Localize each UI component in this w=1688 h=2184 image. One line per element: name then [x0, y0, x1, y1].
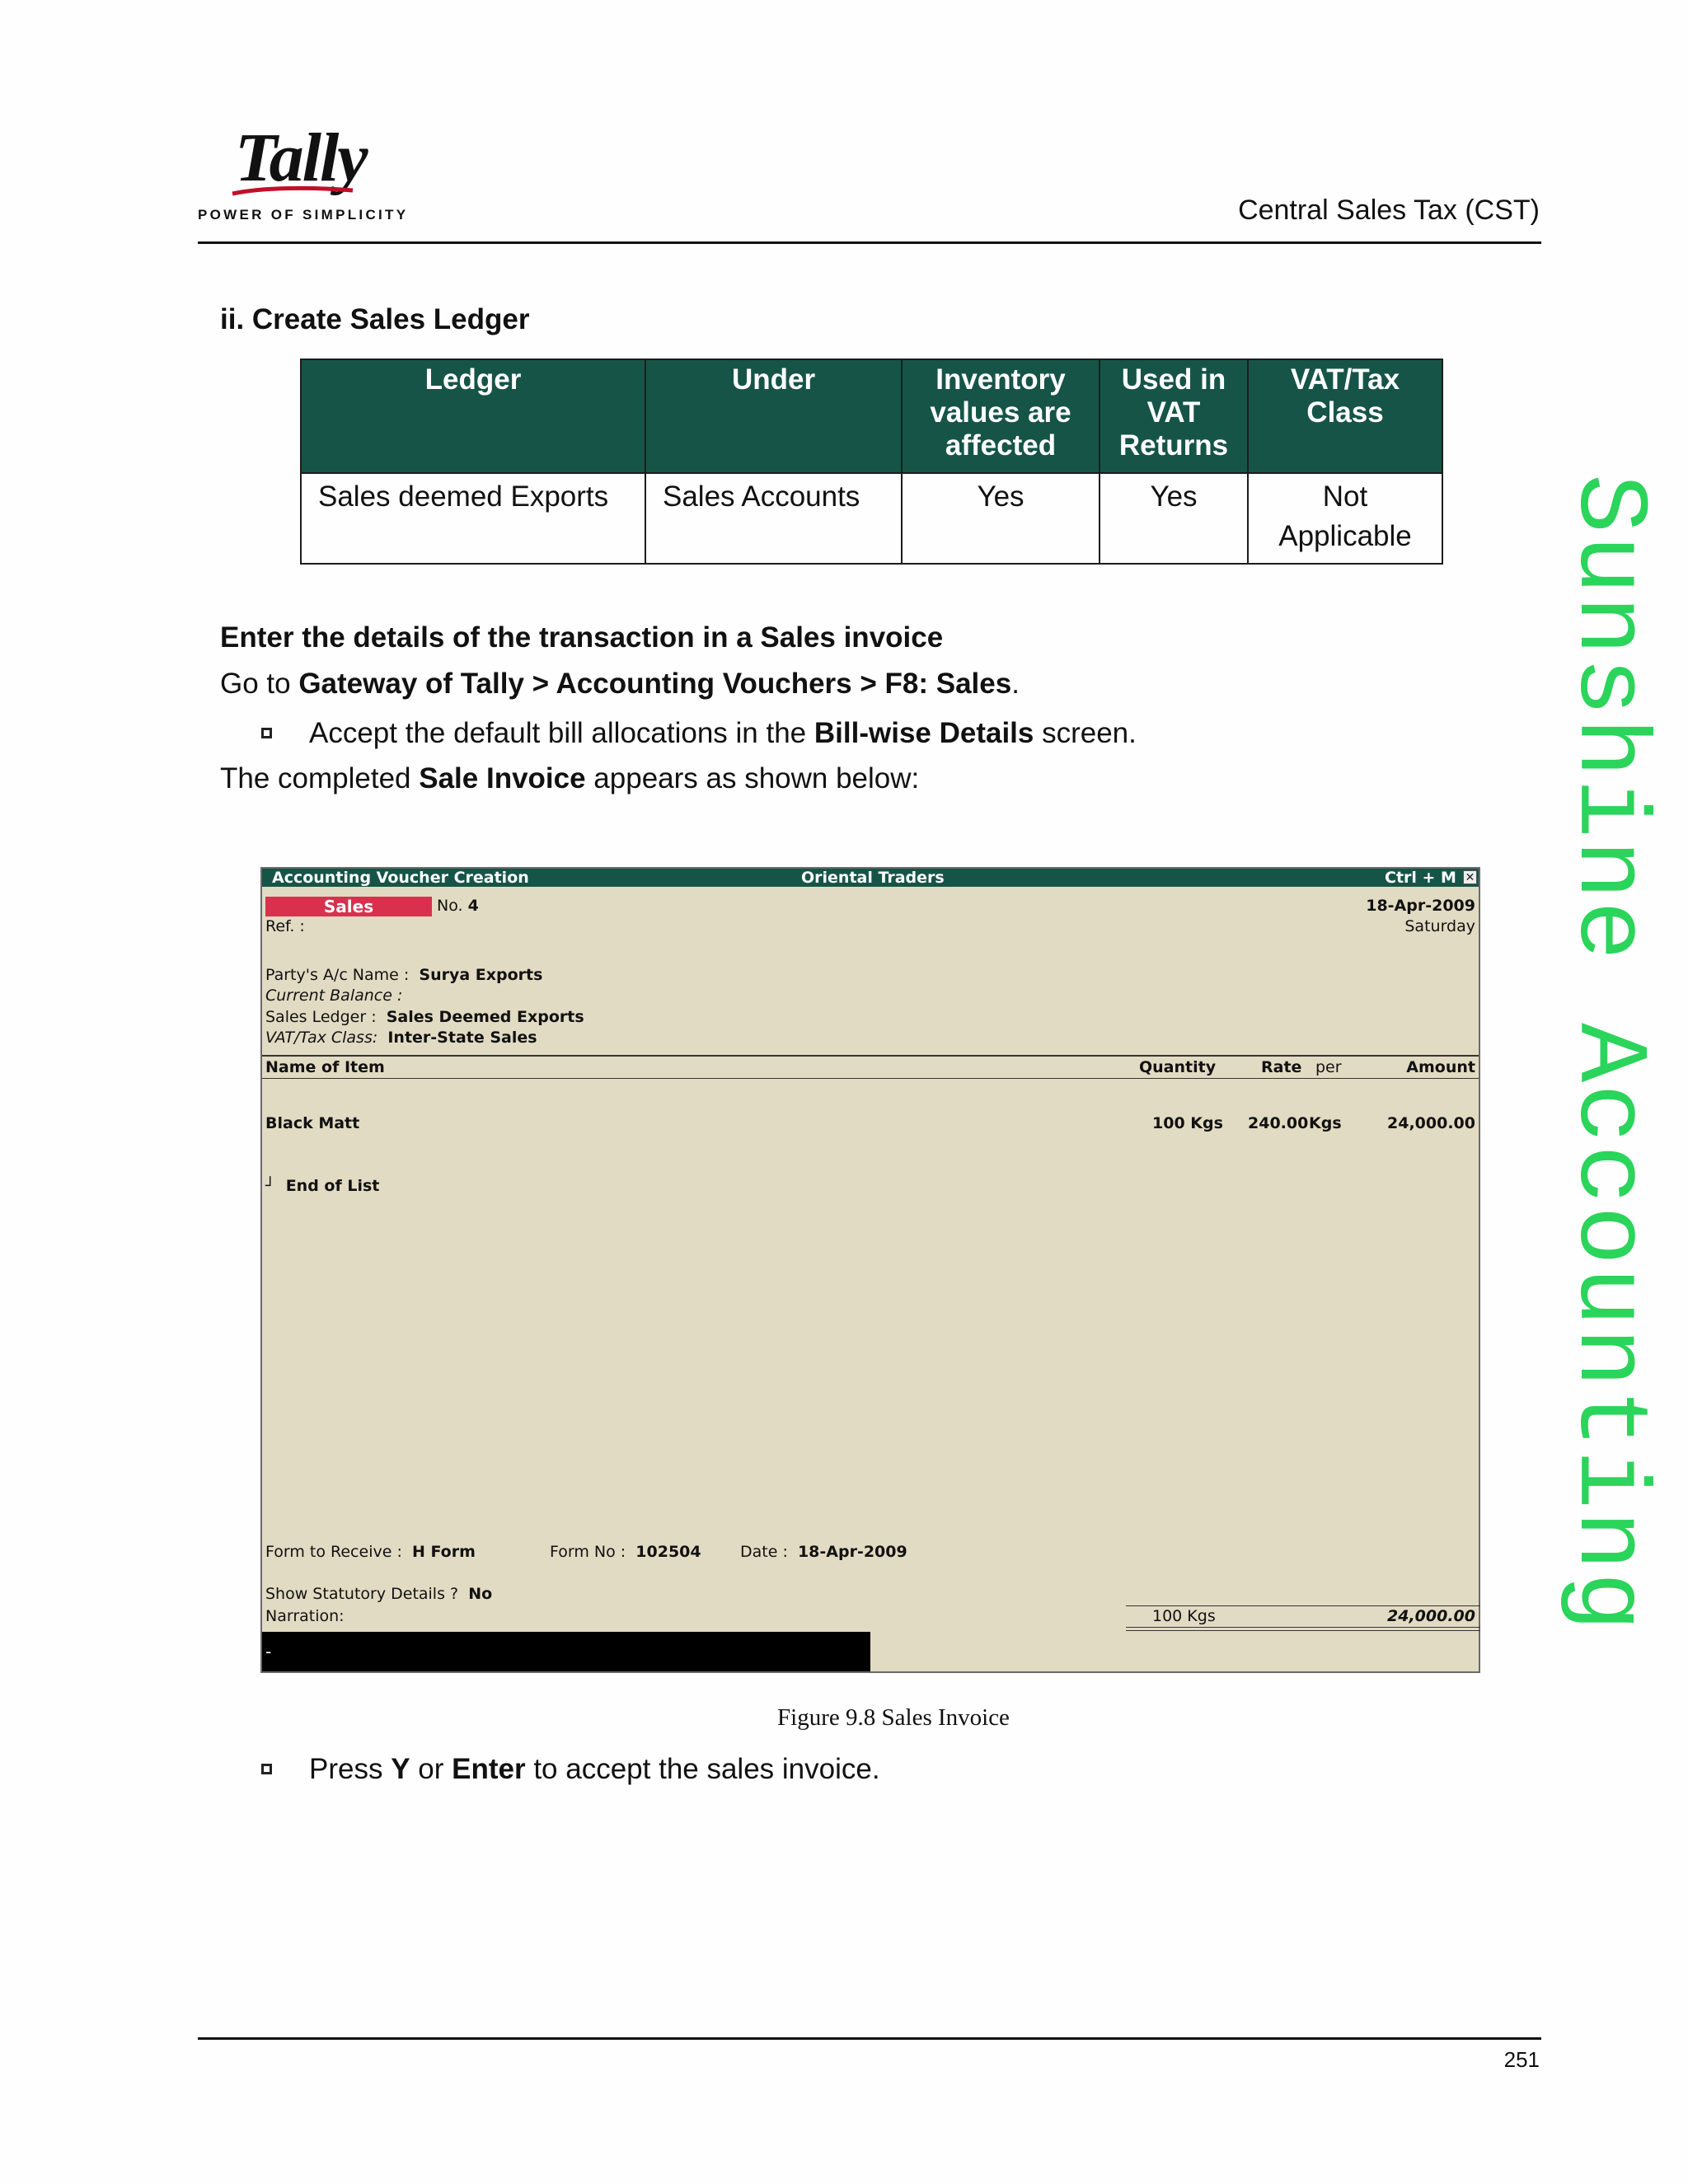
- goto-path: Gateway of Tally > Accounting Vouchers > F8: Sales: [298, 668, 1012, 700]
- goto-instruction: Go to Gateway of Tally > Accounting Vouchers > F8: Sales.: [220, 668, 1020, 700]
- column-header-used-in-vat: Used in VAT Returns: [1100, 359, 1248, 473]
- statutory-details-field[interactable]: Show Statutory Details ? No: [265, 1585, 493, 1603]
- voucher-day: Saturday: [1404, 917, 1475, 935]
- ledger-table-header-row: [301, 359, 1442, 473]
- current-balance-label: Current Balance :: [265, 987, 403, 1005]
- form-no-field[interactable]: Form No : 102504: [550, 1543, 701, 1561]
- tally-logo-text: Tally: [235, 120, 367, 196]
- voucher-date: 18-Apr-2009: [1366, 897, 1475, 915]
- column-quantity: Quantity: [1139, 1058, 1217, 1076]
- cell-ledger: Sales deemed Exports: [301, 473, 645, 564]
- item-header-bottom-rule: [262, 1078, 1479, 1079]
- item-name: Black Matt: [265, 1114, 360, 1132]
- figure-caption: Figure 9.8 Sales Invoice: [777, 1704, 1010, 1731]
- party-value: Surya Exports: [419, 966, 543, 984]
- column-header-under: Under: [645, 359, 902, 473]
- column-name-of-item: Name of Item: [265, 1058, 385, 1076]
- totals-rule-2: [1126, 1630, 1480, 1631]
- column-amount: Amount: [1406, 1058, 1475, 1076]
- vat-class-field[interactable]: VAT/Tax Class: Inter-State Sales: [265, 1029, 537, 1047]
- party-field[interactable]: Party's A/c Name : Surya Exports: [265, 966, 543, 984]
- sales-voucher-screenshot: [260, 867, 1480, 1673]
- close-icon[interactable]: ✕: [1463, 870, 1477, 884]
- logo-tagline: POWER OF SIMPLICITY: [198, 207, 409, 223]
- table-row: [301, 473, 1442, 564]
- cell-vat-class: Not Applicable: [1248, 473, 1442, 564]
- cell-used-in-vat: Yes: [1100, 473, 1248, 564]
- item-amount: 24,000.00: [1387, 1114, 1475, 1132]
- bullet-icon: [261, 1764, 272, 1774]
- column-header-vat-class: VAT/Tax Class: [1248, 359, 1442, 473]
- header-rule: [198, 241, 1541, 244]
- item-per: Kgs: [1309, 1114, 1342, 1132]
- ref-label[interactable]: Ref. :: [265, 917, 305, 935]
- window-title: Accounting Voucher Creation: [272, 869, 529, 887]
- ledger-table: [300, 359, 1443, 565]
- cell-under: Sales Accounts: [645, 473, 902, 564]
- totals-rule-1: [1126, 1627, 1480, 1628]
- page-number: 251: [1503, 2047, 1540, 2072]
- voucher-type-tab[interactable]: Sales: [265, 897, 432, 916]
- totals-top-rule: [1126, 1605, 1480, 1606]
- shortcut-label: Ctrl + M: [1385, 869, 1456, 887]
- enter-key-icon: ┘: [265, 1177, 275, 1195]
- footer-rule: [198, 2037, 1541, 2040]
- watermark: Sunshine Accounting: [1551, 474, 1663, 1633]
- voucher-title-bar: [262, 869, 1479, 887]
- command-line[interactable]: -: [262, 1632, 870, 1671]
- bullet-accept-invoice: Press Y or Enter to accept the sales invoice.: [309, 1753, 880, 1785]
- form-date-field[interactable]: Date : 18-Apr-2009: [740, 1543, 907, 1561]
- narration-label[interactable]: Narration:: [265, 1607, 345, 1625]
- sales-ledger-field[interactable]: Sales Ledger : Sales Deemed Exports: [265, 1008, 584, 1026]
- column-header-inventory: Inventory values are affected: [902, 359, 1100, 473]
- logo-swoosh-icon: [231, 185, 354, 197]
- item-rate: 240.00: [1248, 1114, 1309, 1132]
- instructions-heading: Enter the details of the transaction in a Sales invoice: [220, 621, 944, 654]
- section-heading: ii. Create Sales Ledger: [220, 303, 530, 335]
- end-of-list[interactable]: ┘ End of List: [265, 1177, 380, 1195]
- item-quantity: 100 Kgs: [1152, 1114, 1223, 1132]
- company-name: Oriental Traders: [801, 869, 945, 887]
- form-to-receive-field[interactable]: Form to Receive : H Form: [265, 1543, 476, 1561]
- completed-invoice-text: The completed Sale Invoice appears as shown below:: [220, 762, 920, 794]
- column-per: per: [1315, 1058, 1342, 1076]
- bullet-icon: [261, 728, 272, 738]
- voucher-number: No. 4: [437, 897, 479, 915]
- total-amount: 24,000.00: [1387, 1607, 1475, 1625]
- bullet-bill-wise: Accept the default bill allocations in the Bill-wise Details screen.: [309, 717, 1137, 749]
- column-rate: Rate: [1261, 1058, 1302, 1076]
- total-quantity: 100 Kgs: [1152, 1607, 1216, 1625]
- item-header-top-rule: [262, 1055, 1479, 1057]
- column-header-ledger: Ledger: [301, 359, 645, 473]
- cell-inventory: Yes: [902, 473, 1100, 564]
- chapter-title: Central Sales Tax (CST): [1238, 194, 1540, 226]
